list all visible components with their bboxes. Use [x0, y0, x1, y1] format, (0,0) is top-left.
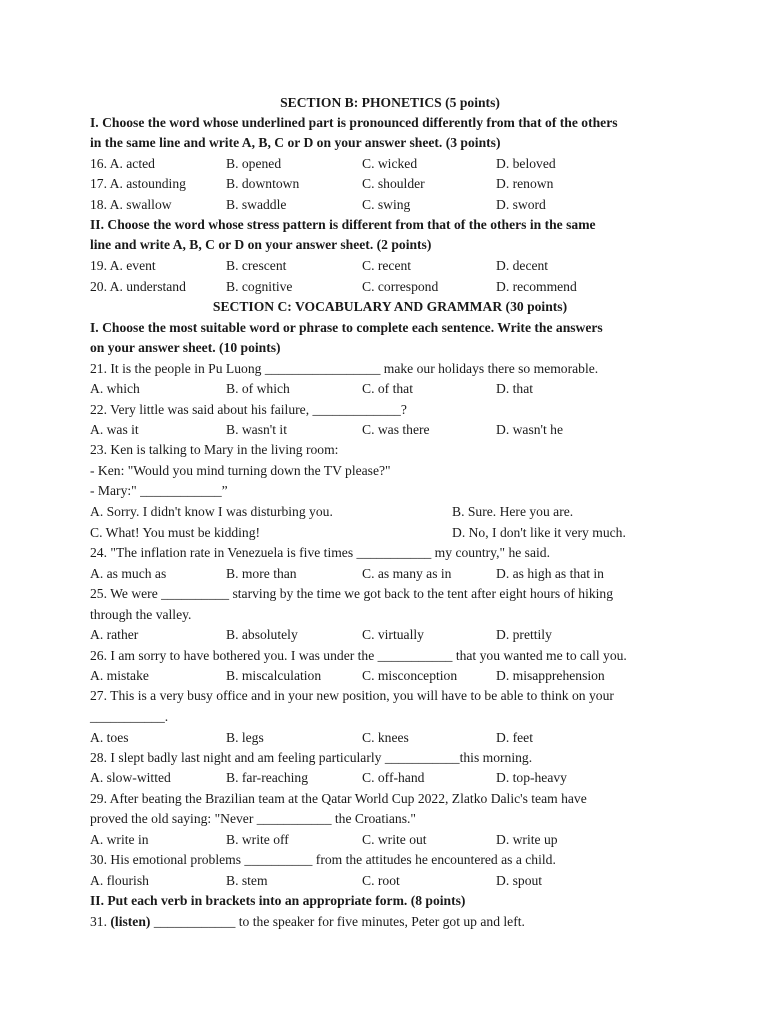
- option-a: 18. A. swallow: [90, 197, 172, 212]
- option-b: B. swaddle: [226, 197, 287, 212]
- section-b-title: SECTION B: PHONETICS (5 points): [280, 95, 500, 110]
- option-b: B. more than: [226, 566, 297, 581]
- question-20: [90, 277, 690, 297]
- option-c: C. write out: [362, 832, 427, 847]
- option-a: A. rather: [90, 627, 139, 642]
- option-a: A. mistake: [90, 668, 149, 683]
- option-a: A. slow-witted: [90, 770, 171, 785]
- option-a: A. was it: [90, 422, 139, 437]
- option-c: C. knees: [362, 730, 409, 745]
- section-b-part2-instruction-cont: line and write A, B, C or D on your answer sheet. (2 points): [90, 237, 432, 252]
- question-23-ken-line: - Ken: "Would you mind turning down the TV please?": [90, 463, 391, 478]
- option-d: D. recommend: [496, 279, 577, 294]
- question-31-verb: (listen): [110, 914, 151, 929]
- option-c: C. root: [362, 873, 400, 888]
- option-d: D. that: [496, 381, 533, 396]
- option-d: D. feet: [496, 730, 533, 745]
- question-31: [90, 912, 690, 932]
- option-d: D. renown: [496, 176, 554, 191]
- option-b: B. of which: [226, 381, 290, 396]
- option-c: C. recent: [362, 258, 412, 273]
- question-24-options: [90, 564, 690, 584]
- option-c: C. misconception: [362, 668, 458, 683]
- option-a: A. write in: [90, 832, 149, 847]
- question-25-stem: 25. We were __________ starving by the time we got back to the tent after eight hours of hiking: [90, 586, 614, 601]
- option-a: 19. A. event: [90, 258, 156, 273]
- option-d: D. wasn't he: [496, 422, 564, 437]
- section-b-part2-instruction: II. Choose the word whose stress pattern is different from that of the others in the same: [90, 217, 596, 232]
- question-28-options: [90, 768, 690, 788]
- question-23-stem: 23. Ken is talking to Mary in the living room:: [90, 442, 339, 457]
- option-d: D. spout: [496, 873, 543, 888]
- section-c-part1-instruction-cont: on your answer sheet. (10 points): [90, 340, 281, 355]
- option-a: A. Sorry. I didn't know I was disturbing you.: [90, 504, 333, 519]
- option-b: B. stem: [226, 873, 268, 888]
- option-c: C. shoulder: [362, 176, 425, 191]
- option-b: B. wasn't it: [226, 422, 287, 437]
- question-23-options-row1: [90, 502, 690, 522]
- option-b: B. Sure. Here you are.: [452, 504, 574, 519]
- option-c: C. wicked: [362, 156, 418, 171]
- question-16: [90, 154, 690, 174]
- option-b: B. downtown: [226, 176, 300, 191]
- option-d: D. misapprehension: [496, 668, 605, 683]
- option-c: C. swing: [362, 197, 411, 212]
- option-b: B. absolutely: [226, 627, 298, 642]
- option-c: C. correspond: [362, 279, 439, 294]
- question-31-number: 31.: [90, 914, 111, 929]
- option-d: D. decent: [496, 258, 549, 273]
- question-30-stem: 30. His emotional problems __________ from the attitudes he encountered as a child.: [90, 852, 556, 867]
- question-25-stem-cont: through the valley.: [90, 607, 192, 622]
- option-b: B. write off: [226, 832, 289, 847]
- question-17: [90, 174, 690, 194]
- option-b: B. far-reaching: [226, 770, 309, 785]
- option-a: 16. A. acted: [90, 156, 155, 171]
- section-b-part1-instruction-cont: in the same line and write A, B, C or D on your answer sheet. (3 points): [90, 135, 501, 150]
- question-26-stem: 26. I am sorry to have bothered you. I was under the ___________ that you wanted me to call you.: [90, 648, 627, 663]
- section-b-part1-instruction: I. Choose the word whose underlined part is pronounced differently from that of the others: [90, 115, 618, 130]
- option-d: D. prettily: [496, 627, 552, 642]
- question-19: [90, 256, 690, 276]
- question-30-options: [90, 871, 690, 891]
- option-b: B. miscalculation: [226, 668, 322, 683]
- option-a: A. flourish: [90, 873, 149, 888]
- question-29-stem-cont: proved the old saying: "Never ___________ the Croatians.": [90, 811, 416, 826]
- question-25-options: [90, 625, 690, 645]
- question-28-stem: 28. I slept badly last night and am feeling particularly ___________this morning.: [90, 750, 533, 765]
- option-b: B. crescent: [226, 258, 287, 273]
- option-a: 17. A. astounding: [90, 176, 186, 191]
- question-26-options: [90, 666, 690, 686]
- option-a: A. toes: [90, 730, 129, 745]
- question-23-options-row2: [90, 523, 690, 543]
- question-29-stem: 29. After beating the Brazilian team at the Qatar World Cup 2022, Zlatko Dalic's team have: [90, 791, 587, 806]
- question-21-stem: 21. It is the people in Pu Luong _________________ make our holidays there so memorable.: [90, 361, 599, 376]
- section-c-title: SECTION C: VOCABULARY AND GRAMMAR (30 points): [212, 299, 568, 314]
- question-22-options: [90, 420, 690, 440]
- option-c: C. What! You must be kidding!: [90, 525, 261, 540]
- option-b: B. opened: [226, 156, 282, 171]
- option-c: C. virtually: [362, 627, 424, 642]
- question-27-stem: 27. This is a very busy office and in your new position, you will have to be able to think on your: [90, 688, 614, 703]
- option-d: D. sword: [496, 197, 546, 212]
- question-18: [90, 195, 690, 215]
- option-b: B. legs: [226, 730, 264, 745]
- option-a: A. which: [90, 381, 140, 396]
- option-d: D. No, I don't like it very much.: [452, 525, 626, 540]
- option-b: B. cognitive: [226, 279, 293, 294]
- question-31-text: ____________ to the speaker for five minutes, Peter got up and left.: [150, 914, 525, 929]
- option-d: D. write up: [496, 832, 558, 847]
- section-c-part1-instruction: I. Choose the most suitable word or phrase to complete each sentence. Write the answers: [90, 320, 603, 335]
- option-c: C. as many as in: [362, 566, 452, 581]
- section-c-part2-instruction: II. Put each verb in brackets into an appropriate form. (8 points): [90, 893, 466, 908]
- option-a: A. as much as: [90, 566, 167, 581]
- option-a: 20. A. understand: [90, 279, 186, 294]
- option-d: D. top-heavy: [496, 770, 567, 785]
- option-c: C. off-hand: [362, 770, 425, 785]
- question-22-stem: 22. Very little was said about his failure, _____________?: [90, 402, 407, 417]
- option-c: C. of that: [362, 381, 413, 396]
- question-27-options: [90, 728, 690, 748]
- question-27-stem-cont: ___________.: [90, 709, 169, 724]
- question-23-mary-line: - Mary:" ____________”: [90, 483, 228, 498]
- question-21-options: [90, 379, 690, 399]
- question-24-stem: 24. "The inflation rate in Venezuela is five times ___________ my country," he said.: [90, 545, 550, 560]
- option-d: D. as high as that in: [496, 566, 604, 581]
- option-c: C. was there: [362, 422, 430, 437]
- question-29-options: [90, 830, 690, 850]
- option-d: D. beloved: [496, 156, 556, 171]
